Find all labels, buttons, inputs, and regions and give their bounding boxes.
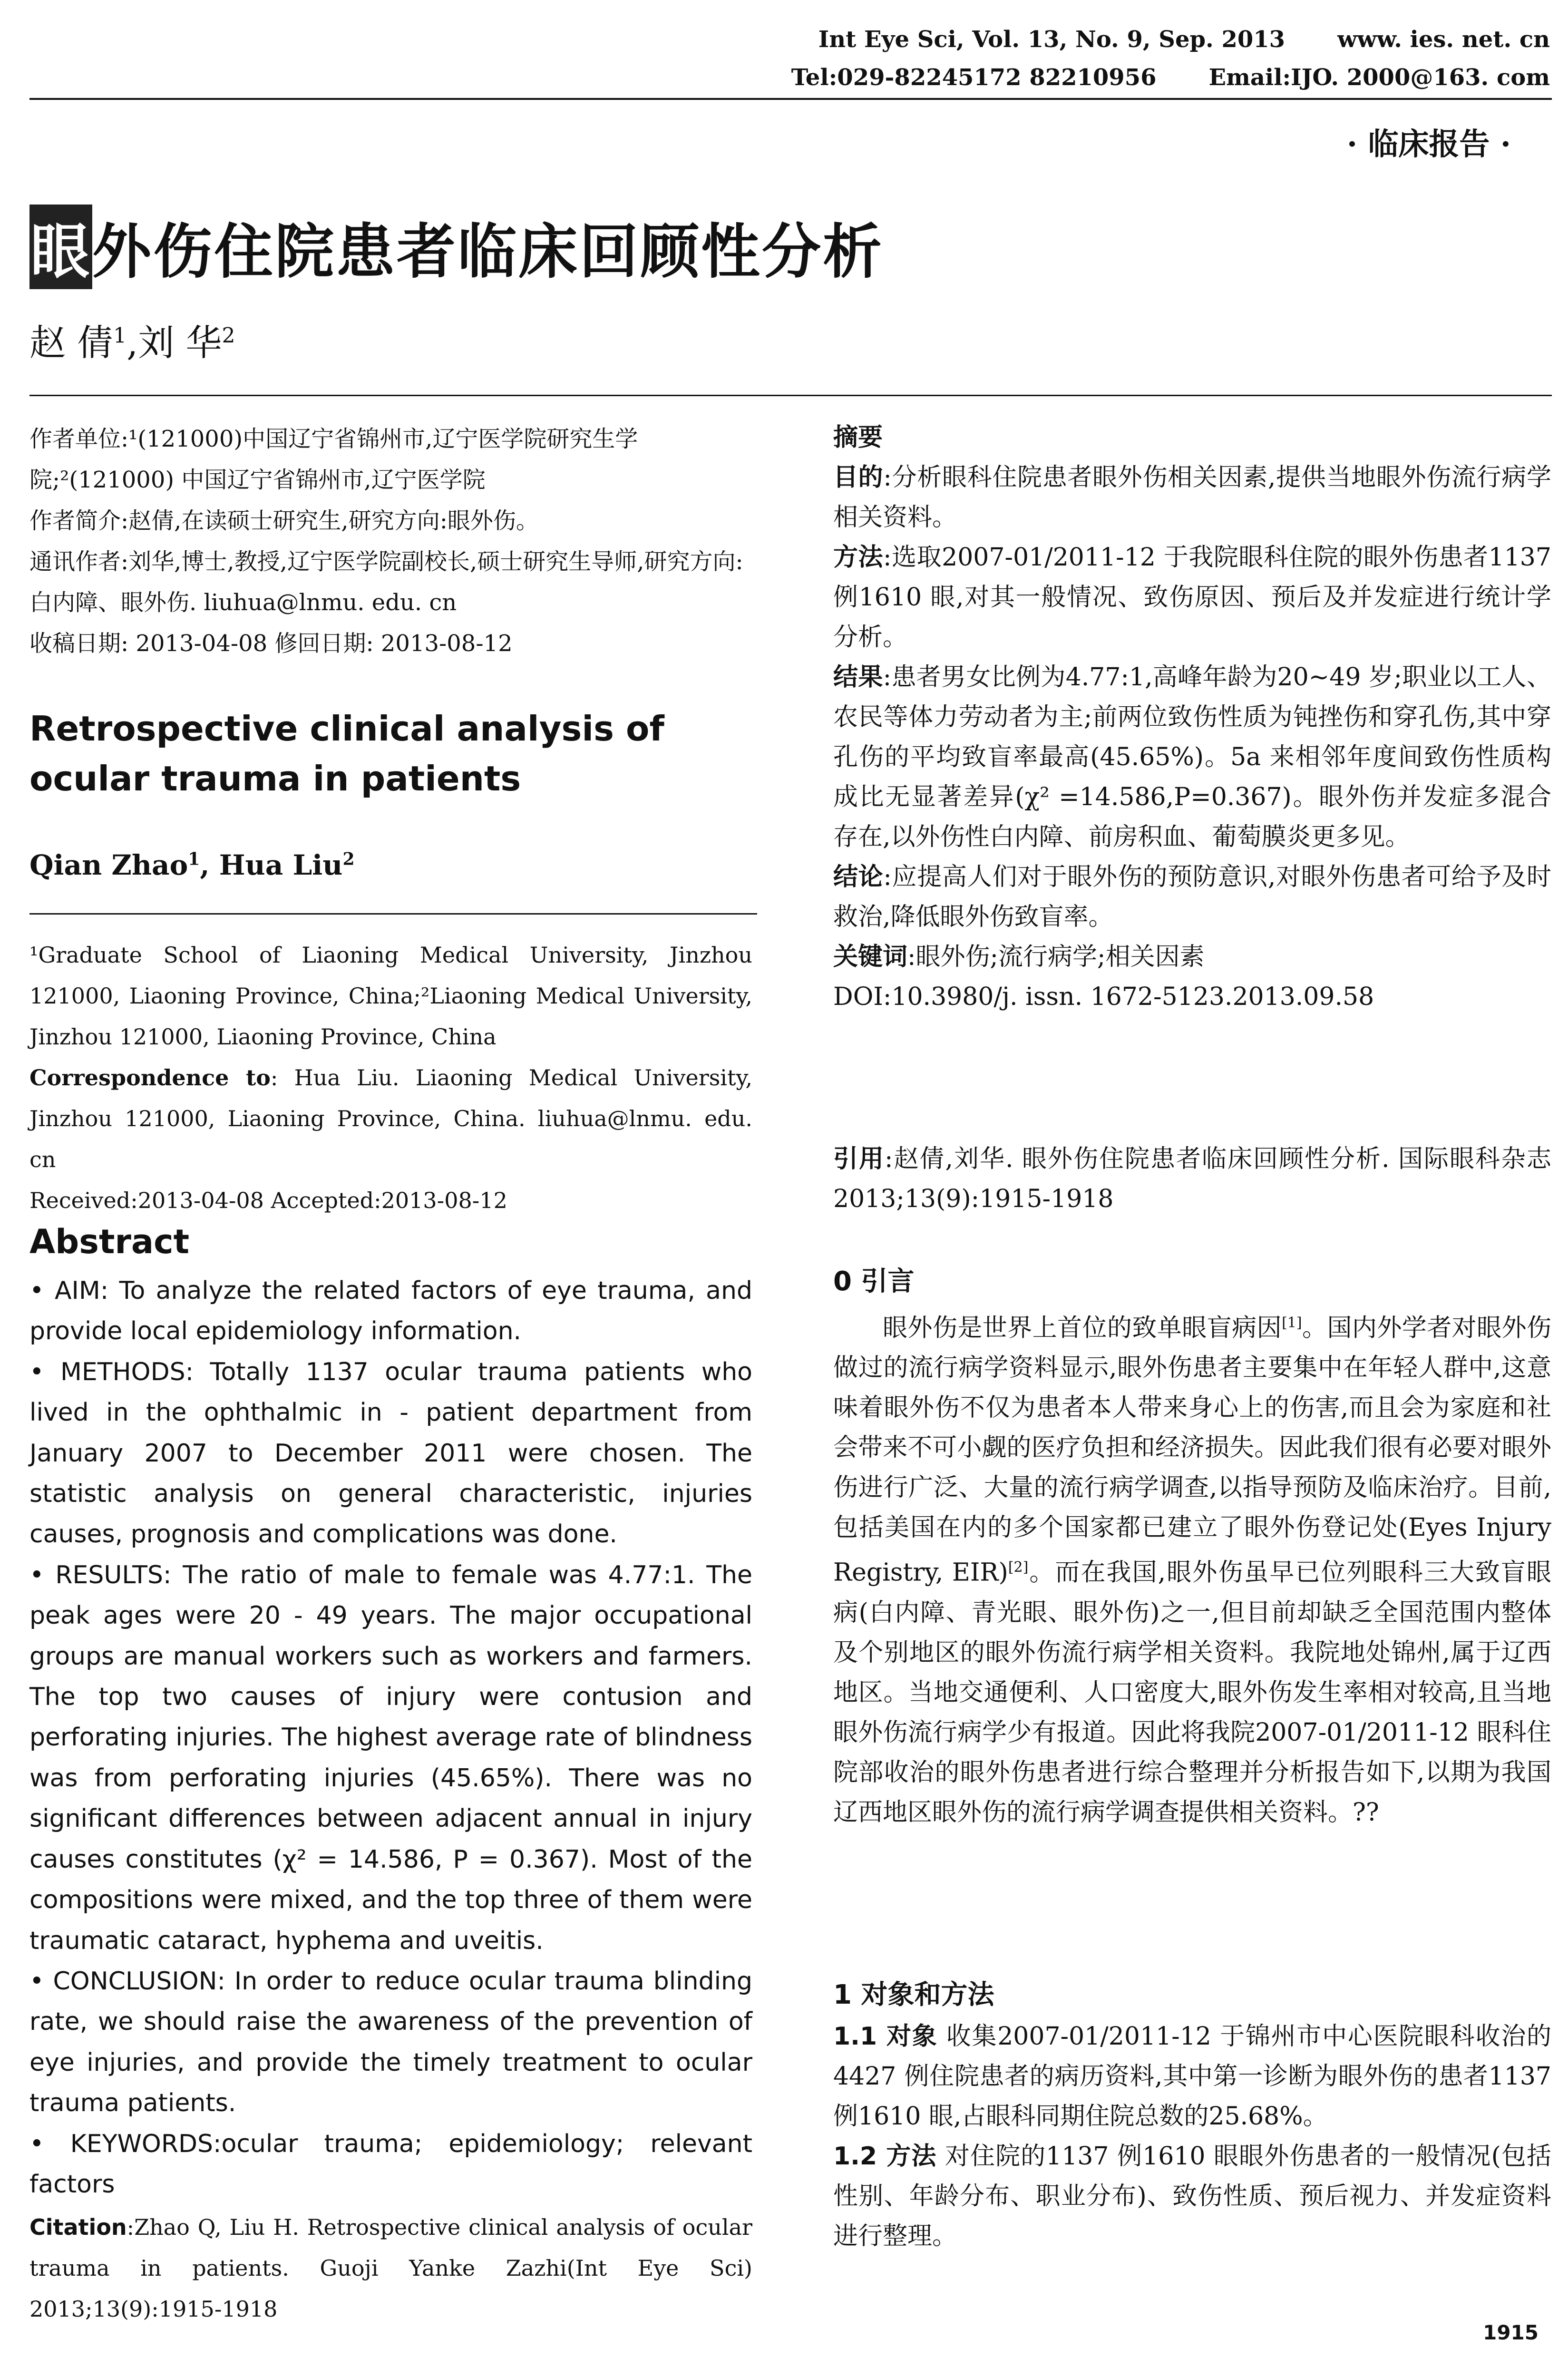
- article-title-en: Retrospective clinical analysis of ocular trauma in patients: [29, 709, 664, 799]
- subsection-1-2-text: 对住院的1137 例1610 眼眼外伤患者的一般情况(包括性别、年龄分布、职业分布)、致伤性质、预后视力、并发症资料进行整理。: [833, 2142, 1551, 2250]
- methods-text-cn: :选取2007-01/2011-12 于我院眼科住院的眼外伤患者1137 例1610 眼,对其一般情况、致伤原因、预后及并发症进行统计学分析。: [833, 543, 1551, 652]
- affiliation-cn-block: [29, 419, 752, 664]
- affiliation-cn: 作者单位:¹(121000)中国辽宁省锦州市,辽宁医学院研究生学院;²(121000) 中国辽宁省锦州市,辽宁医学院: [29, 426, 638, 493]
- header-divider: [29, 98, 1552, 100]
- abstract-results: • RESULTS: The ratio of male to female was 4.77:1. The peak ages were 20 - 49 years. The major occupational groups are manual workers such as workers and farmers. The top two causes of injury were contusion and perforating injuries. The highest average rate of blindness was from perforating injuries (45.65%). There was no significant differences between adjacent annual in injury causes constitutes (χ² = 14.586, P = 0.367). Most of the compositions were mixed, and the top three of them were traumatic cataract, hyphema and uveitis.: [29, 1560, 752, 1955]
- citation-en: [29, 2207, 752, 2329]
- citation-text-cn: :赵倩,刘华. 眼外伤住院患者临床回顾性分析. 国际眼科杂志 2013;13(9):1915-1918: [833, 1145, 1551, 1213]
- abstract-cn-results: [833, 657, 1551, 857]
- author-2-cn: ,刘 华: [127, 321, 222, 364]
- correspondence-text: : Hua Liu. Liaoning Medical University, Jinzhou 121000, Liaoning Province, China. liuhua@lnmu. edu. cn: [29, 1065, 753, 1172]
- intro-text-1: 眼外伤是世界上首位的致单眼盲病因: [883, 1314, 1282, 1343]
- abstract-body-en: [29, 1271, 752, 2205]
- journal-website[interactable]: www. ies. net. cn: [1337, 26, 1550, 53]
- aim-label-cn: 目的: [833, 463, 884, 492]
- abstract-methods: • METHODS: Totally 1137 ocular trauma patients who lived in the ophthalmic in - patient department from January 2007 to December 2011 were chosen. The statistic analysis on general characteristic, injuries causes, prognosis and complications was done.: [29, 1357, 752, 1549]
- section-tag: · 临床报告 ·: [1346, 127, 1511, 162]
- authors-en: [29, 849, 752, 881]
- subsection-1-1-text: 收集2007-01/2011-12 于锦州市中心医院眼科收治的4427 例住院患者的病历资料,其中第一诊断为眼外伤的患者1137 例1610 眼,占眼科同期住院总数的25.68%。: [833, 2022, 1551, 2131]
- journal-info: Int Eye Sci, Vol. 13, No. 9, Sep. 2013: [818, 26, 1286, 53]
- author-2-en: , Hua Liu: [200, 849, 343, 881]
- author-bio-cn: 作者简介:赵倩,在读硕士研究生,研究方向:眼外伤。: [29, 507, 539, 534]
- citation-label-en: Citation: [29, 2214, 127, 2240]
- methods-label-cn: 方法: [833, 543, 884, 572]
- conclusion-label-cn: 结论: [833, 863, 884, 891]
- title-divider: [29, 395, 1552, 396]
- author-1-sup: 1: [113, 323, 127, 348]
- citation-label-cn: 引用: [833, 1145, 885, 1173]
- affiliation-en-block: [29, 935, 752, 1221]
- citation-cn: [833, 1139, 1551, 1219]
- abstract-cn-aim: [833, 458, 1551, 537]
- author-1-en: Qian Zhao: [29, 849, 188, 881]
- dates-cn: 收稿日期: 2013-04-08 修回日期: 2013-08-12: [29, 630, 513, 657]
- abstract-cn-keywords: [833, 937, 1551, 977]
- subsection-1-2: [833, 2136, 1551, 2256]
- methods-section: [833, 1974, 1551, 2256]
- intro-paragraph: [833, 1303, 1551, 1832]
- subsection-1-1-label: 1.1 对象: [833, 2022, 938, 2051]
- subsection-1-2-label: 1.2 方法: [833, 2142, 937, 2171]
- results-text-cn: :患者男女比例为4.77:1,高峰年龄为20~49 岁;职业以工人、农民等体力劳动者为主;前两位致伤性质为钝挫伤和穿孔伤,其中穿孔伤的平均致盲率最高(45.65%)。5a 来相邻年度间致伤性质构成比无显著差异(χ² =14.586,P=0.367)。眼外伤并发症多混合存在,以外伤性白内障、前房积血、葡萄膜炎更多见。: [833, 663, 1551, 851]
- intro-text-2: 。国内外学者对眼外伤做过的流行病学资料显示,眼外伤患者主要集中在年轻人群中,这意味着眼外伤不仅为患者本人带来身心上的伤害,而且会为家庭和社会带来不可小觑的医疗负担和经济损失。因此我们很有必要对眼外伤进行广泛、大量的流行病学调查,以指导预防及临床治疗。目前,包括美国在内的多个国家都已建立了眼外伤登记处(Eyes Injury Registry, EIR): [833, 1314, 1551, 1587]
- keywords-text-cn: :眼外伤;流行病学;相关因素: [907, 943, 1205, 971]
- article-title-cn: [29, 205, 884, 289]
- methods-heading: 1 对象和方法: [833, 1979, 994, 2010]
- correspondence-en: [29, 1057, 752, 1180]
- dates-en: Received:2013-04-08 Accepted:2013-08-12: [29, 1188, 507, 1213]
- ref-2[interactable]: [2]: [1008, 1559, 1029, 1576]
- author-1-cn: 赵 倩: [29, 321, 114, 364]
- results-label-cn: 结果: [833, 663, 883, 692]
- journal-tel: Tel:029-82245172 82210956: [791, 64, 1157, 91]
- keywords-label-cn: 关键词: [833, 943, 908, 971]
- intro-section: [833, 1260, 1551, 1832]
- abstract-cn-methods: [833, 537, 1551, 657]
- page-number: 1915: [1483, 2321, 1539, 2344]
- conclusion-text-cn: :应提高人们对于眼外伤的预防意识,对眼外伤患者可给予及时救治,降低眼外伤致盲率。: [833, 863, 1551, 931]
- journal-header-line2: [791, 64, 1550, 91]
- abstract-heading-cn: 摘要: [833, 423, 883, 452]
- abstract-heading: Abstract: [29, 1222, 190, 1261]
- journal-email[interactable]: Email:IJO. 2000@163. com: [1208, 64, 1550, 91]
- author-2-en-sup: 2: [342, 849, 355, 869]
- affiliation-en: ¹Graduate School of Liaoning Medical University, Jinzhou 121000, Liaoning Province, China;²Liaoning Medical University, Jinzhou 121000, Liaoning Province, China: [29, 942, 752, 1050]
- subsection-1-1: [833, 2017, 1551, 2136]
- author-1-en-sup: 1: [188, 849, 200, 869]
- correspondence-cn: 通讯作者:刘华,博士,教授,辽宁医学院副校长,硕士研究生导师,研究方向:白内障、眼外伤. liuhua@lnmu. edu. cn: [29, 548, 743, 616]
- abstract-cn-block: [833, 418, 1551, 1017]
- intro-heading: 0 引言: [833, 1266, 915, 1297]
- title-initial-char: 眼: [29, 205, 92, 289]
- intro-text-3: 。而在我国,眼外伤虽早已位列眼科三大致盲眼病(白内障、青光眼、眼外伤)之一,但目前却缺乏全国范围内整体及个别地区的眼外伤流行病学相关资料。我院地处锦州,属于辽西地区。当地交通便利、人口密度大,眼外伤发生率相对较高,且当地眼外伤流行病学少有报道。因此将我院2007-01/2011-12 眼科住院部收治的眼外伤患者进行综合整理并分析报告如下,以期为我国辽西地区眼外伤的流行病学调查提供相关资料。??: [833, 1558, 1551, 1827]
- abstract-aim: • AIM: To analyze the related factors of eye trauma, and provide local epidemiology information.: [29, 1276, 752, 1346]
- abstract-cn-conclusion: [833, 857, 1551, 937]
- ref-1[interactable]: [1]: [1282, 1315, 1302, 1331]
- doi[interactable]: DOI:10.3980/j. issn. 1672-5123.2013.09.58: [833, 983, 1374, 1011]
- abstract-conclusion: • CONCLUSION: In order to reduce ocular trauma blinding rate, we should raise the awareness of the prevention of eye injuries, and provide the timely treatment to ocular trauma patients.: [29, 1967, 752, 2118]
- citation-text-en: :Zhao Q, Liu H. Retrospective clinical analysis of ocular trauma in patients. Guoji Yanke Zazhi(Int Eye Sci) 2013;13(9):1915-1918: [29, 2214, 752, 2322]
- author-2-sup: 2: [222, 323, 235, 348]
- title-rest: 外伤住院患者临床回顾性分析: [92, 217, 884, 286]
- affiliation-divider: [29, 913, 757, 915]
- abstract-keywords: • KEYWORDS:ocular trauma; epidemiology; relevant factors: [29, 2129, 752, 2199]
- correspondence-label: Correspondence to: [29, 1065, 271, 1091]
- authors-cn: [29, 314, 235, 366]
- aim-text-cn: :分析眼科住院患者眼外伤相关因素,提供当地眼外伤流行病学相关资料。: [833, 463, 1551, 532]
- journal-header-line1: [818, 26, 1550, 53]
